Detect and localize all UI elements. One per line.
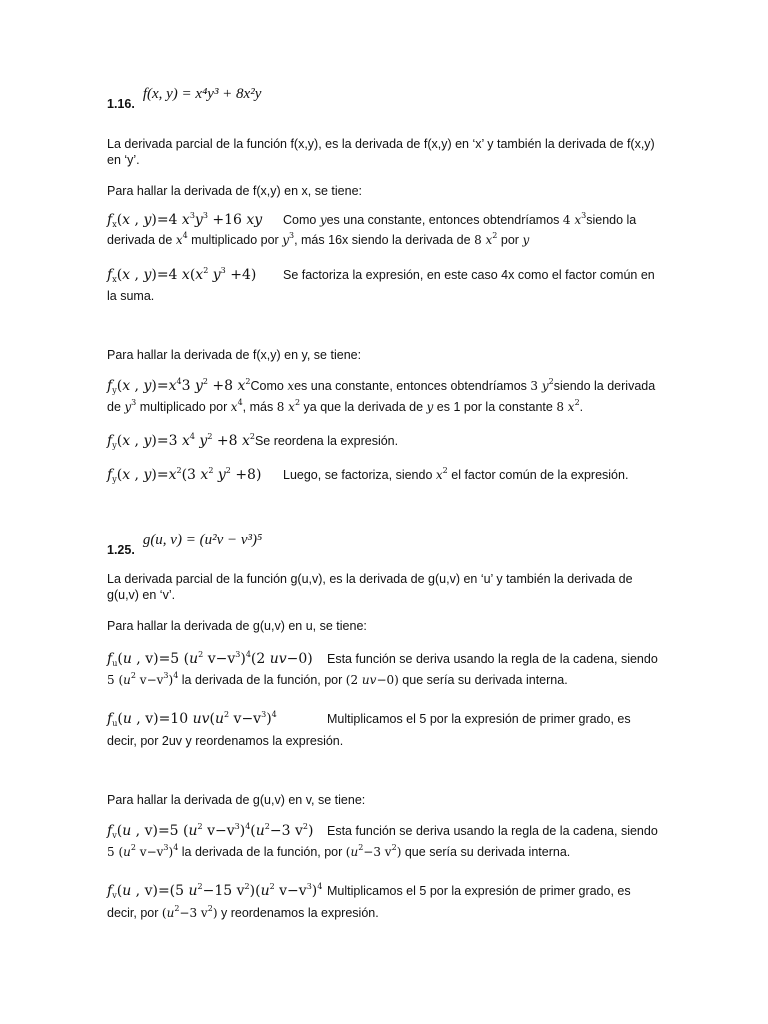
fu-text: Multiplicamos el 5 por la expresión de primer grado, es <box>327 712 631 726</box>
fv-equation-2: $f_v(u$ , v)=(5 $u^2-15$ $v^2)(u^2$ $v-v^3)^4$ <box>107 882 323 900</box>
exercise-number: 1.16. <box>107 97 135 111</box>
fx-text: Se factoriza la expresión, en este caso 4x como el factor común en <box>283 268 655 282</box>
fy-text: es 1 por la constante <box>436 400 553 414</box>
fx-text: , más 16x siendo la derivada de <box>294 233 471 247</box>
fx-equation-2: $f_x(x$ , y)=4 $x(x^2$ $y^3 +4$) <box>107 266 257 284</box>
fy-text: siendo la derivada <box>553 379 656 393</box>
fy-text: el factor común de la expresión. <box>451 468 629 482</box>
fv-equation-1: $f_v(u$ , v)=5 ($u^2$ $v-v^3)^4(u^2-3$ $v^2$) <box>107 822 314 840</box>
fy-equation-3: $f_y(x$ , $y)=x^2(3$ $x^2$ $y^2 +8$) <box>107 466 262 484</box>
fv-text: Multiplicamos el 5 por la expresión de primer grado, es <box>327 884 631 898</box>
fy-text: Luego, se factoriza, siendo <box>283 468 433 482</box>
fy-text: Como <box>250 379 284 393</box>
fv-text: que sería su derivada interna. <box>404 845 571 859</box>
function-definition: g(u, v) = (u²v − v³)⁵ <box>142 532 263 548</box>
heading-derivative-v: Para hallar la derivada de g(u,v) en v, se tiene: <box>107 793 366 807</box>
fu-step-1: $f_u(u$ , v)=5 ($u^2$ $v-v^3)^4(2$ uv−0) Esta función se deriva usando la regla de la cadena, siendo 5 ($u^2$ $v-v^3)^4$ la derivada de la función, por (2 uv−0) que sería su derivada interna. <box>107 650 658 687</box>
fx-step-2 <box>107 267 667 304</box>
fv-step-2: $f_v(u$ , v)=(5 $u^2-15$ $v^2)(u^2$ $v-v^3)^4$ Multiplicamos el 5 por la expresión de primer grado, es decir, por ($u^2-3$ $v^2$) y reordenamos la expresión. <box>107 882 631 920</box>
fy-text: ya que la derivada de <box>303 400 424 414</box>
fu-equation-2: $f_u(u$ , v)=10 $uv(u^2$ $v-v^3)^4$ <box>107 710 277 728</box>
exercise-number: 1.25. <box>107 543 135 557</box>
fy-text: Se reordena la expresión. <box>254 434 399 448</box>
fv-text: Esta función se deriva usando la regla de la cadena, siendo <box>327 824 658 838</box>
fx-text: Como <box>283 213 317 227</box>
fx-text: la suma. <box>107 289 155 303</box>
fy-equation-2: $f_y(x$ , y)=3 $x^4$ $y^2 +8$ $x^2$ <box>107 432 255 450</box>
fy-text: multiplicado por <box>139 400 228 414</box>
intro-paragraph: La derivada parcial de la función f(x,y), es la derivada de f(x,y) en ‘x’ y también la derivada de f(x,y) en ‘y’. <box>107 137 655 167</box>
exercise-125-title <box>107 532 667 558</box>
fu-equation-1: $f_u(u$ , v)=5 ($u^2$ $v-v^3)^4(2$ uv−0) <box>107 650 313 668</box>
fy-equation-1: $f_y(x$ , $y)=x^43$ $y^2 +8$ $x^2$ <box>107 377 251 395</box>
exercise-116-title <box>107 86 667 112</box>
fy-text: , más <box>242 400 274 414</box>
fv-text: decir, por <box>107 906 159 920</box>
fu-text: Esta función se deriva usando la regla de la cadena, siendo <box>327 652 658 666</box>
fy-text: es una constante, entonces obtendríamos <box>294 379 527 393</box>
heading-derivative-x: Para hallar la derivada de f(x,y) en x, se tiene: <box>107 184 362 198</box>
intro-paragraph: La derivada parcial de la función g(u,v), es la derivada de g(u,v) en ‘u’ y también la derivada de g(u,v) en ‘v’. <box>107 572 633 602</box>
fu-text: que sería su derivada interna. <box>402 673 568 687</box>
fx-text: es una constante, entonces obtendríamos <box>326 213 560 227</box>
fu-text: decir, por 2uv y reordenamos la expresión. <box>107 734 344 748</box>
fx-text: por <box>500 233 519 247</box>
fv-text: y reordenamos la expresión. <box>220 906 379 920</box>
fu-step-2 <box>107 711 667 749</box>
heading-derivative-y: Para hallar la derivada de f(x,y) en y, se tiene: <box>107 348 362 362</box>
fv-text: la derivada de la función, por <box>181 845 343 859</box>
fx-text: multiplicado por <box>191 233 279 247</box>
fx-text: derivada de <box>107 233 173 247</box>
fy-step-1: $f_y(x$ , $y)=x^43$ $y^2 +8$ $x^2$ Como x es una constante, entonces obtendríamos 3 $y^2$ siendo la derivada de $y^3$ multiplicado por $x^4$ , más 8 $x^2$ ya que la derivada de y es 1 por la constante 8 $x^2$ . <box>107 377 656 414</box>
fy-text: de <box>107 400 121 414</box>
fx-text: siendo la <box>586 213 637 227</box>
fy-step-3: $f_y(x$ , $y)=x^2(3$ $x^2$ $y^2 +8$) Luego, se factoriza, siendo $x^2$ el factor común de la expresión. <box>107 466 629 484</box>
fx-equation-1: $f_x(x$ , y)=4 $x^3y^3 +16$ xy <box>107 211 263 229</box>
fv-step-1: $f_v(u$ , v)=5 ($u^2$ $v-v^3)^4(u^2-3$ $v^2$) Esta función se deriva usando la regla de la cadena, siendo 5 ($u^2$ $v-v^3)^4$ la derivada de la función, por ($u^2-3$ $v^2$) que sería su derivada interna. <box>107 822 658 859</box>
function-definition: f(x, y) = x⁴y³ + 8x²y <box>142 86 262 102</box>
fy-step-2 <box>107 433 667 449</box>
fu-text: la derivada de la función, por <box>181 673 343 687</box>
fx-step-1: $f_x(x$ , y)=4 $x^3y^3 +16$ xy Como y es una constante, entonces obtendríamos 4 $x^3$ siendo la derivada de $x^4$ multiplicado por $y^3$ , más 16x siendo la derivada de 8 $x^2$ por y <box>107 211 637 247</box>
heading-derivative-u: Para hallar la derivada de g(u,v) en u, se tiene: <box>107 619 367 633</box>
